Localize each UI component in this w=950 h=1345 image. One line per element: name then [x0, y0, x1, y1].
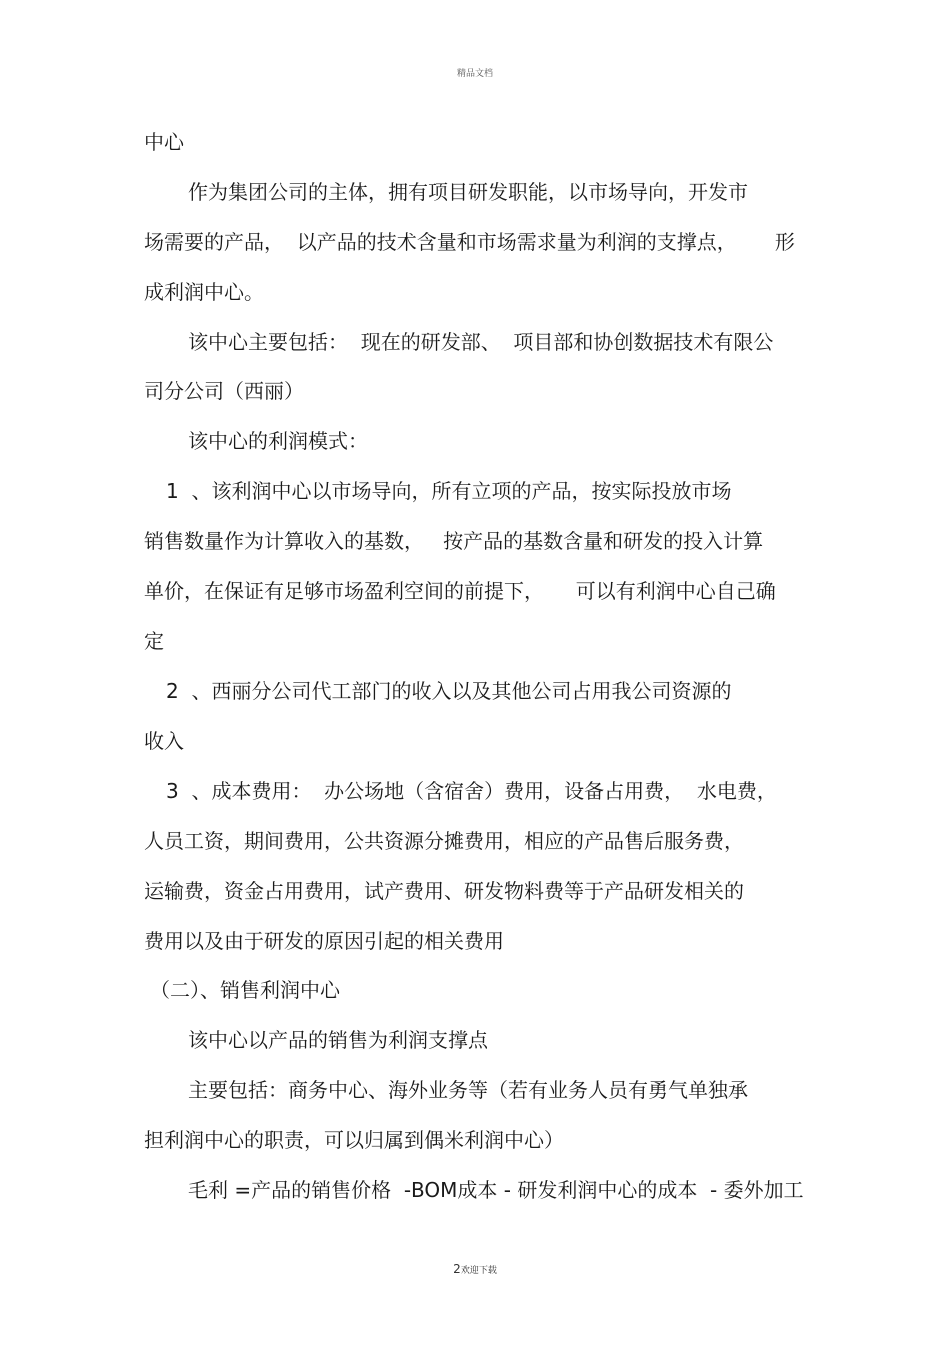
text-line: 销售数量作为计算收入的基数， 按产品的基数含量和研发的投入计算 — [144, 529, 764, 553]
text-line: 收入 — [144, 729, 184, 753]
text-line: 场需要的产品， 以产品的技术含量和市场需求量为利润的支撑点， 形 — [144, 230, 795, 254]
text-line: 单价，在保证有足够市场盈利空间的前提下， 可以有利润中心自己确 — [144, 579, 776, 603]
text-line: 中心 — [144, 130, 184, 154]
text-line: 作为集团公司的主体，拥有项目研发职能，以市场导向，开发市 — [188, 180, 748, 204]
text-line: 1 、该利润中心以市场导向，所有立项的产品，按实际投放市场 — [166, 479, 732, 503]
page-header: 精品文档 — [456, 69, 493, 79]
text-line: 2 、西丽分公司代工部门的收入以及其他公司占用我公司资源的 — [166, 679, 732, 703]
text-line: 3 、成本费用： 办公场地（含宿舍）费用，设备占用费， 水电费， — [166, 779, 777, 803]
section-heading: （二）、销售利润中心 — [150, 978, 340, 1002]
text-line: 人员工资，期间费用，公共资源分摊费用，相应的产品售后服务费， — [144, 829, 744, 853]
page-number: 2 — [453, 1262, 461, 1276]
text-line: 担利润中心的职责，可以归属到偶米利润中心） — [144, 1128, 564, 1152]
text-line: 主要包括：商务中心、海外业务等（若有业务人员有勇气单独承 — [188, 1078, 748, 1102]
text-line: 该中心主要包括： 现在的研发部、 项目部和协创数据技术有限公 — [188, 330, 774, 354]
page-footer — [0, 1262, 950, 1276]
text-line: 该中心以产品的销售为利润支撑点 — [188, 1028, 488, 1052]
text-line: 司分公司（西丽） — [144, 379, 304, 403]
text-line: 费用以及由于研发的原因引起的相关费用 — [144, 929, 504, 953]
text-line: 该中心的利润模式： — [188, 429, 368, 453]
footer-text: 欢迎下载 — [460, 1266, 497, 1276]
text-line: 成利润中心。 — [144, 280, 264, 304]
text-line: 定 — [144, 629, 164, 653]
text-line: 运输费，资金占用费用，试产费用、研发物料费等于产品研发相关的 — [144, 879, 744, 903]
text-line: 毛利 =产品的销售价格 -BOM成本 - 研发利润中心的成本 - 委外加工 — [188, 1178, 804, 1202]
